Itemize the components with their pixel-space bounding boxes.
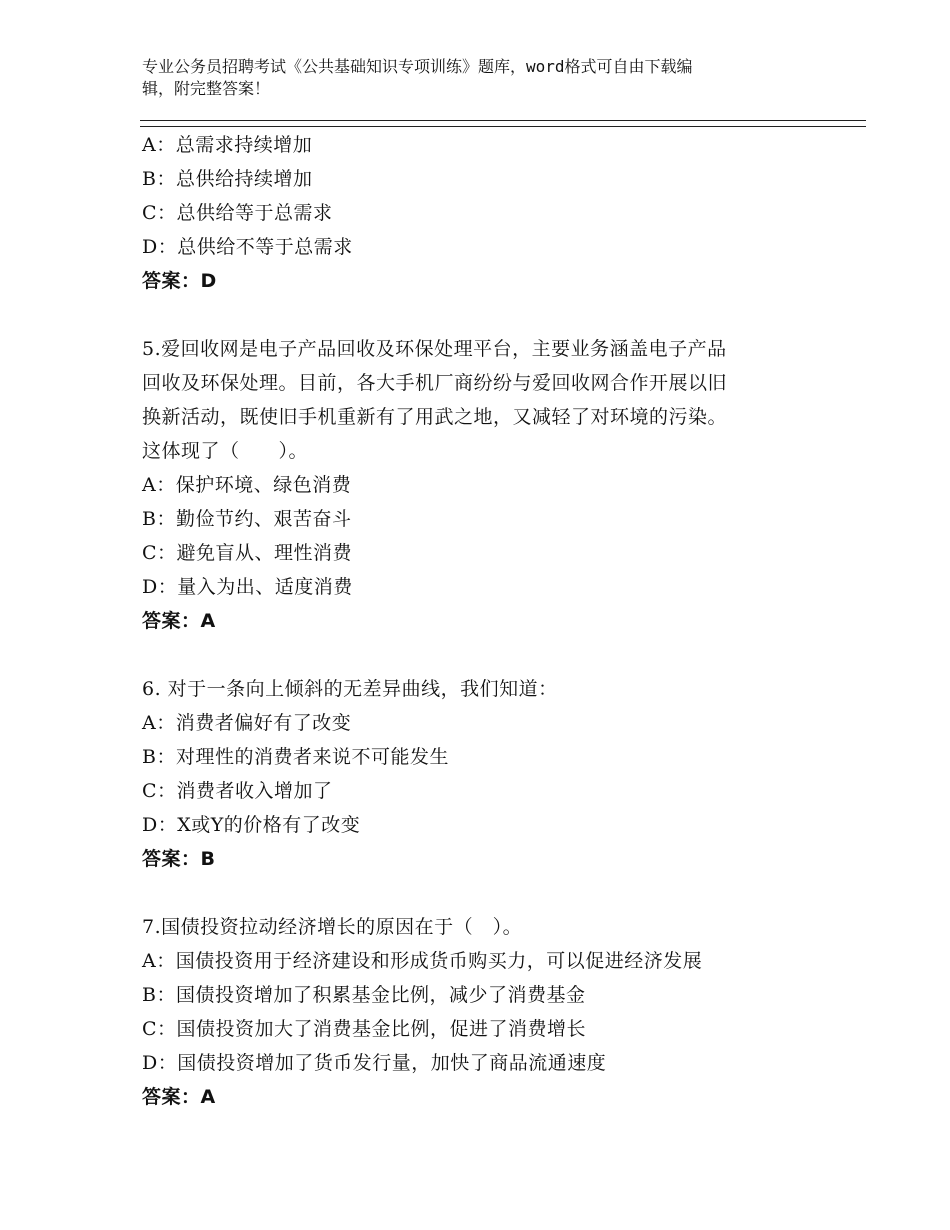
question-5 [142,332,822,638]
answer-label: 答案：D [142,270,217,292]
question-4 [142,128,822,298]
question-stem-line: 换新活动，既使旧手机重新有了用武之地，又减轻了对环境的污染。 [142,406,728,428]
question-7 [142,910,822,1114]
question-stem-line: 回收及环保处理。目前，各大手机厂商纷纷与爱回收网合作开展以旧 [142,372,728,394]
answer-label: 答案：A [142,610,216,632]
option-b: B：勤俭节约、艰苦奋斗 [142,508,352,530]
question-stem-line: 6. 对于一条向上倾斜的无差异曲线，我们知道： [142,678,558,700]
header-line-1: 专业公务员招聘考试《公共基础知识专项训练》题库，word格式可自由下载编 [142,57,693,76]
spacer [142,876,822,910]
option-d: D：量入为出、适度消费 [142,576,353,598]
option-b: B：对理性的消费者来说不可能发生 [142,746,449,768]
question-stem-line: 7.国债投资拉动经济增长的原因在于（ ）。 [142,916,523,938]
page-header [142,56,802,100]
option-c: C：避免盲从、理性消费 [142,542,353,564]
option-a: A：保护环境、绿色消费 [142,474,352,496]
option-d: D：国债投资增加了货币发行量，加快了商品流通速度 [142,1052,607,1074]
option-d: D：总供给不等于总需求 [142,236,353,258]
spacer [142,638,822,672]
question-stem-line: 这体现了（ ）。 [142,440,309,462]
question-6 [142,672,822,876]
spacer [142,298,822,332]
header-line-2: 辑，附完整答案！ [142,79,271,98]
question-list [142,128,822,1114]
option-b: B：国债投资增加了积累基金比例，减少了消费基金 [142,984,586,1006]
option-d: D：X或Y的价格有了改变 [142,814,361,836]
option-a: A：消费者偏好有了改变 [142,712,352,734]
answer-label: 答案：B [142,848,216,870]
option-c: C：国债投资加大了消费基金比例，促进了消费增长 [142,1018,587,1040]
option-a: A：国债投资用于经济建设和形成货币购买力，可以促进经济发展 [142,950,703,972]
header-divider [140,120,866,127]
option-b: B：总供给持续增加 [142,168,313,190]
option-c: C：消费者收入增加了 [142,780,333,802]
answer-label: 答案：A [142,1086,216,1108]
question-stem-line: 5.爱回收网是电子产品回收及环保处理平台，主要业务涵盖电子产品 [142,338,727,360]
option-c: C：总供给等于总需求 [142,202,333,224]
option-a: A：总需求持续增加 [142,134,313,156]
